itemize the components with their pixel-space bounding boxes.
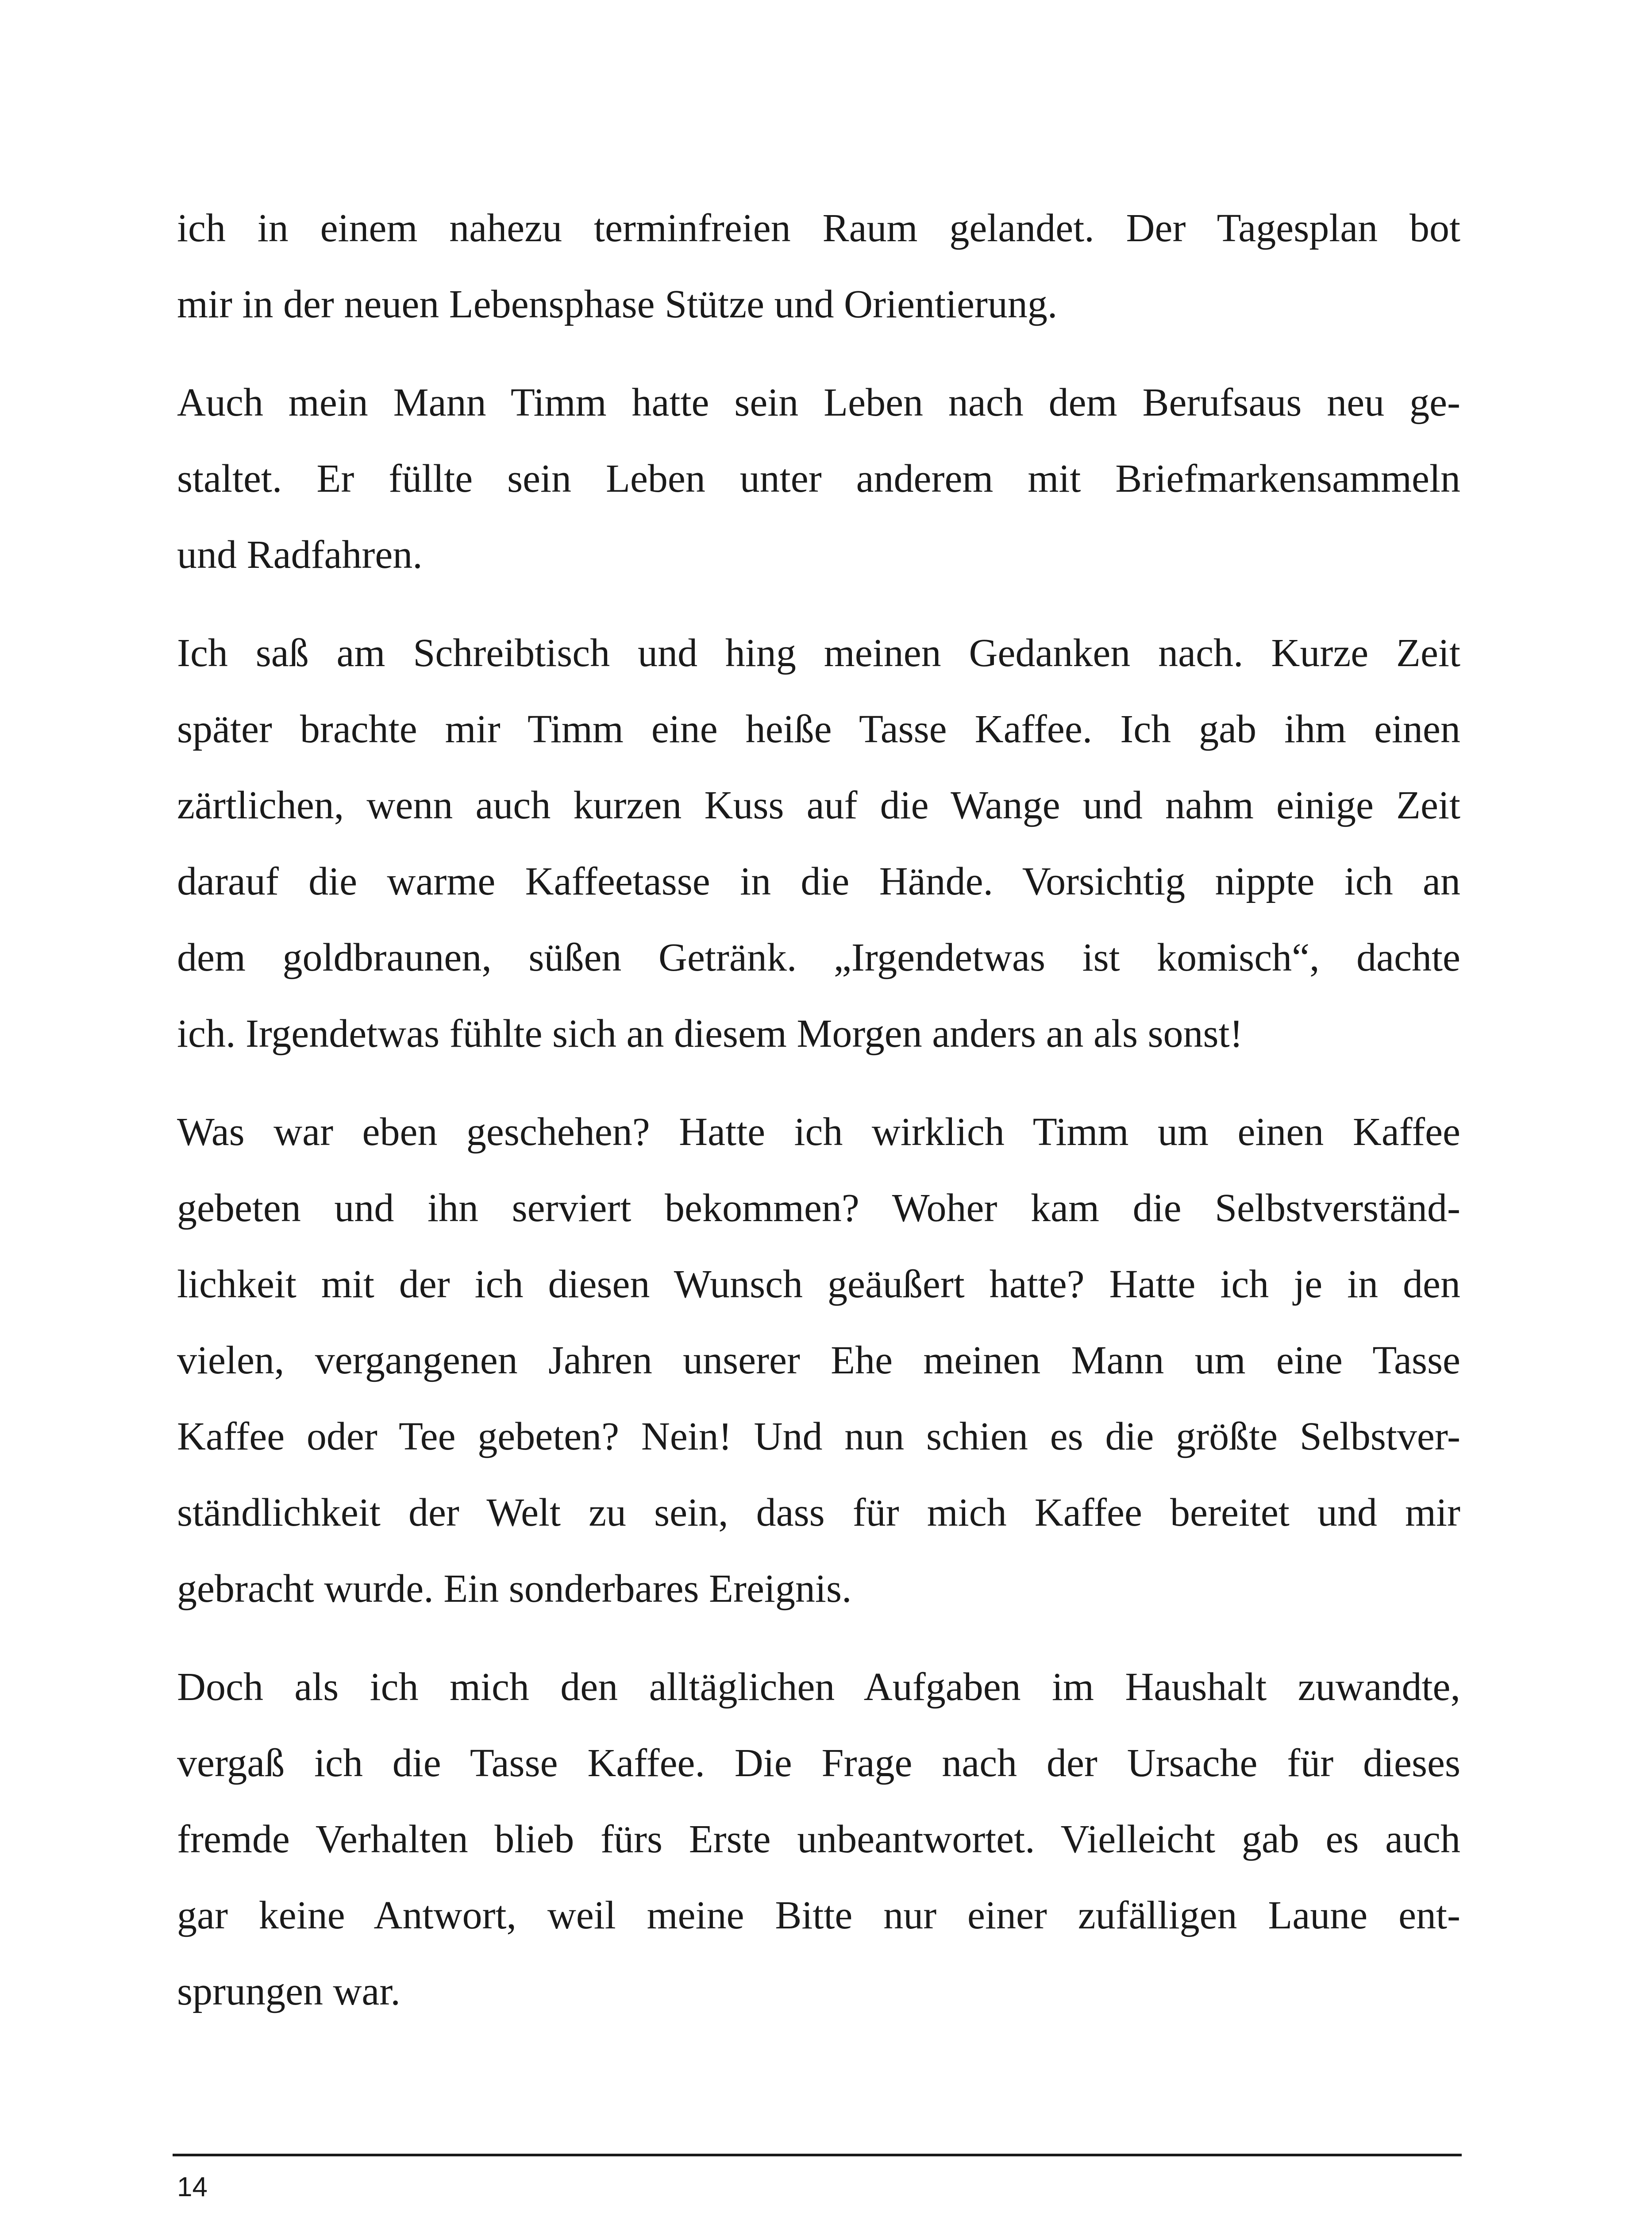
- text-line: gar keine Antwort, weil meine Bitte nur einer zufälligen Laune ent-: [177, 1893, 1460, 1937]
- text-line: sprungen war.: [177, 1970, 400, 2013]
- paragraph-2: [177, 365, 1460, 593]
- text-line: ich in einem nahezu terminfreien Raum gelandet. Der Tagesplan bot: [177, 206, 1460, 250]
- text-line: gebracht wurde. Ein sonderbares Ereignis.: [177, 1567, 852, 1611]
- text-line: zärtlichen, wenn auch kurzen Kuss auf die Wange und nahm einige Zeit: [177, 783, 1460, 827]
- text-line: ich. Irgendetwas fühlte sich an diesem Morgen anders an als sonst!: [177, 1012, 1243, 1056]
- body-text: [177, 190, 1460, 2052]
- text-line: darauf die warme Kaffeetasse in die Hände. Vorsichtig nippte ich an: [177, 860, 1460, 903]
- text-line: vielen, vergangenen Jahren unserer Ehe meinen Mann um eine Tasse: [177, 1338, 1460, 1382]
- text-line: und Radfahren.: [177, 533, 423, 577]
- text-line: Kaffee oder Tee gebeten? Nein! Und nun schien es die größte Selbstver-: [177, 1415, 1460, 1458]
- text-line: gebeten und ihn serviert bekommen? Woher kam die Selbstverständ-: [177, 1186, 1460, 1230]
- paragraph-5: [177, 1649, 1460, 2030]
- text-line: mir in der neuen Lebensphase Stütze und Orientierung.: [177, 282, 1058, 326]
- footer-divider: [173, 2154, 1462, 2156]
- paragraph-3: [177, 615, 1460, 1072]
- text-line: staltet. Er füllte sein Leben unter anderem mit Briefmarkensammeln: [177, 457, 1460, 501]
- text-line: Auch mein Mann Timm hatte sein Leben nach dem Berufsaus neu ge-: [177, 381, 1460, 424]
- paragraph-4: [177, 1094, 1460, 1627]
- text-line: dem goldbraunen, süßen Getränk. „Irgendetwas ist komisch“, dachte: [177, 936, 1460, 979]
- text-line: lichkeit mit der ich diesen Wunsch geäußert hatte? Hatte ich je in den: [177, 1262, 1460, 1306]
- text-line: vergaß ich die Tasse Kaffee. Die Frage nach der Ursache für dieses: [177, 1741, 1460, 1785]
- paragraph-1: [177, 190, 1460, 343]
- text-line: Doch als ich mich den alltäglichen Aufgaben im Haushalt zuwandte,: [177, 1665, 1460, 1709]
- text-line: Was war eben geschehen? Hatte ich wirklich Timm um einen Kaffee: [177, 1110, 1460, 1154]
- page-number: 14: [177, 2172, 208, 2202]
- text-line: ständlichkeit der Welt zu sein, dass für mich Kaffee bereitet und mir: [177, 1491, 1460, 1534]
- text-line: Ich saß am Schreibtisch und hing meinen Gedanken nach. Kurze Zeit: [177, 631, 1460, 675]
- text-line: fremde Verhalten blieb fürs Erste unbeantwortet. Vielleicht gab es auch: [177, 1817, 1460, 1861]
- text-line: später brachte mir Timm eine heiße Tasse Kaffee. Ich gab ihm einen: [177, 707, 1460, 751]
